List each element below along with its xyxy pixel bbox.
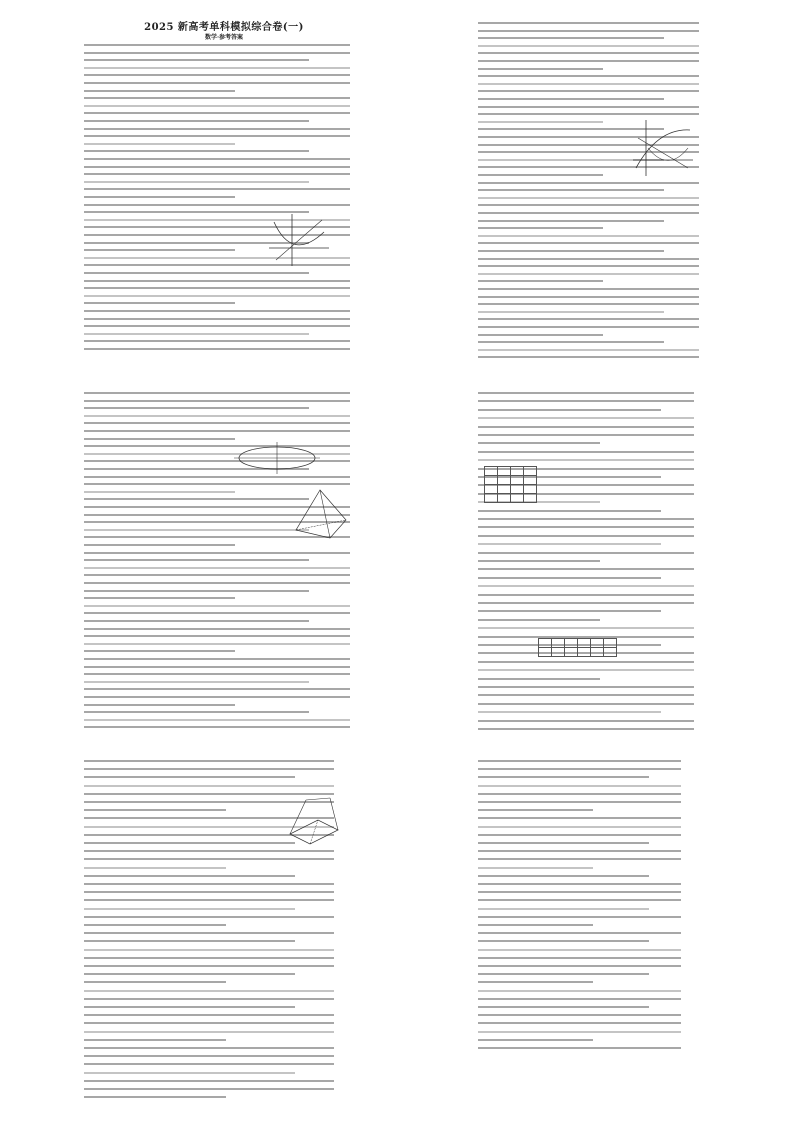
- text-line: [478, 850, 681, 852]
- text-line: [478, 560, 600, 562]
- text-line: [478, 273, 699, 275]
- text-line: [478, 392, 694, 394]
- text-line: [84, 498, 309, 500]
- text-line: [84, 768, 334, 770]
- text-line: [84, 965, 334, 967]
- text-line: [478, 940, 649, 942]
- text-line: [84, 1031, 334, 1033]
- text-line: [84, 875, 295, 877]
- text-line: [478, 669, 694, 671]
- text-line: [84, 302, 235, 304]
- text-line: [84, 407, 309, 409]
- text-line: [84, 650, 235, 652]
- text-line: [84, 188, 350, 190]
- text-line: [84, 924, 226, 926]
- text-line: [478, 451, 694, 453]
- text-line: [84, 785, 334, 787]
- text-line: [478, 30, 699, 32]
- answer-page-3: [84, 386, 364, 742]
- text-line: [84, 574, 350, 576]
- text-line: [478, 543, 661, 545]
- text-line: [478, 535, 694, 537]
- text-line: [84, 643, 350, 645]
- text-line: [478, 417, 694, 419]
- text-line: [478, 227, 603, 229]
- text-line: [84, 415, 350, 417]
- text-line: [84, 318, 350, 320]
- text-line: [478, 908, 649, 910]
- text-line: [84, 430, 350, 432]
- text-line: [84, 438, 235, 440]
- text-line: [84, 1047, 334, 1049]
- text-line: [478, 875, 649, 877]
- text-line: [478, 568, 694, 570]
- text-line: [478, 426, 694, 428]
- text-line: [478, 409, 661, 411]
- text-line: [478, 90, 699, 92]
- text-line: [478, 998, 681, 1000]
- text-line: [478, 990, 681, 992]
- text-line: [478, 686, 694, 688]
- text-line: [478, 356, 699, 358]
- text-line: [84, 981, 226, 983]
- text-line: [84, 673, 350, 675]
- text-line: [84, 916, 334, 918]
- text-line: [84, 74, 350, 76]
- text-line: [84, 166, 350, 168]
- text-line: [84, 1039, 226, 1041]
- text-line: [478, 1031, 681, 1033]
- text-line: [84, 196, 235, 198]
- text-line: [478, 891, 681, 893]
- text-line: [84, 809, 226, 811]
- answer-page-5: [84, 754, 364, 1110]
- text-line: [478, 68, 603, 70]
- text-line: [84, 544, 235, 546]
- text-line: [478, 349, 699, 351]
- text-line: [84, 529, 309, 531]
- text-line: [84, 158, 350, 160]
- text-line: [478, 834, 681, 836]
- text-line: [478, 809, 593, 811]
- text-line: [84, 295, 350, 297]
- text-line: [84, 44, 350, 46]
- text-line: [84, 348, 350, 350]
- text-line: [478, 785, 681, 787]
- text-line: [478, 341, 664, 343]
- text-line: [84, 491, 235, 493]
- text-line: [478, 1006, 649, 1008]
- text-line: [84, 204, 350, 206]
- text-line: [478, 242, 699, 244]
- text-line: [478, 694, 694, 696]
- text-line: [84, 287, 350, 289]
- text-line: [84, 688, 350, 690]
- text-line: [478, 760, 681, 762]
- text-line: [84, 867, 226, 869]
- text-line: [478, 585, 694, 587]
- text-line: [84, 681, 309, 683]
- text-line: [84, 82, 350, 84]
- text-line: [84, 1006, 295, 1008]
- text-line: [84, 1055, 334, 1057]
- text-line: [478, 981, 593, 983]
- text-line: [478, 52, 699, 54]
- text-line: [84, 52, 350, 54]
- text-line: [478, 442, 600, 444]
- text-line: [84, 658, 350, 660]
- text-line: [84, 666, 350, 668]
- text-line: [84, 559, 309, 561]
- text-line: [478, 973, 649, 975]
- text-line: [84, 696, 350, 698]
- text-line: [84, 325, 350, 327]
- text-line: [84, 620, 309, 622]
- text-line: [478, 326, 699, 328]
- text-line: [84, 1014, 334, 1016]
- text-line: [84, 711, 309, 713]
- text-line: [84, 1080, 334, 1082]
- text-line: [84, 249, 235, 251]
- text-line: [478, 518, 694, 520]
- text-line: [84, 552, 350, 554]
- text-line: [478, 883, 681, 885]
- text-line: [84, 776, 295, 778]
- text-line: [478, 318, 699, 320]
- text-line: [84, 850, 334, 852]
- text-line: [478, 678, 600, 680]
- coordinate-figure: [264, 212, 334, 268]
- text-line: [478, 793, 681, 795]
- text-line: [478, 801, 681, 803]
- text-line: [478, 258, 699, 260]
- pyramid-figure: [290, 486, 350, 542]
- text-line: [84, 333, 309, 335]
- contingency-table: [484, 466, 537, 503]
- text-line: [478, 303, 699, 305]
- text-line: [478, 526, 694, 528]
- text-line: [478, 932, 681, 934]
- text-line: [84, 704, 235, 706]
- text-line: [84, 597, 235, 599]
- text-line: [478, 957, 681, 959]
- text-line: [478, 197, 699, 199]
- text-line: [478, 174, 603, 176]
- text-line: [478, 106, 699, 108]
- text-line: [84, 899, 334, 901]
- text-line: [84, 476, 350, 478]
- text-line: [84, 1022, 334, 1024]
- text-line: [84, 173, 350, 175]
- text-line: [478, 728, 694, 730]
- text-line: [84, 1072, 295, 1074]
- function-graph-figure: [628, 118, 698, 178]
- text-line: [84, 908, 295, 910]
- text-line: [478, 98, 664, 100]
- text-line: [84, 842, 295, 844]
- text-line: [478, 121, 603, 123]
- text-line: [84, 483, 350, 485]
- answer-page-6: [478, 754, 710, 1110]
- text-line: [84, 957, 334, 959]
- text-line: [478, 220, 664, 222]
- text-line: [478, 280, 603, 282]
- text-line: [84, 582, 350, 584]
- text-line: [84, 628, 350, 630]
- text-line: [478, 867, 593, 869]
- text-line: [478, 113, 699, 115]
- text-line: [478, 610, 661, 612]
- text-line: [84, 272, 309, 274]
- text-line: [478, 720, 694, 722]
- text-line: [478, 826, 681, 828]
- text-line: [84, 635, 350, 637]
- text-line: [478, 776, 649, 778]
- text-line: [84, 120, 309, 122]
- text-line: [84, 280, 350, 282]
- text-line: [478, 924, 593, 926]
- text-line: [84, 973, 295, 975]
- text-line: [84, 150, 309, 152]
- text-line: [478, 858, 681, 860]
- text-line: [478, 235, 699, 237]
- text-line: [84, 858, 334, 860]
- text-line: [84, 181, 309, 183]
- text-line: [478, 552, 694, 554]
- answer-page-1: [84, 14, 364, 364]
- text-line: [478, 711, 661, 713]
- text-line: [84, 135, 350, 137]
- text-line: [84, 340, 350, 342]
- text-line: [478, 627, 694, 629]
- text-line: [84, 67, 350, 69]
- text-line: [478, 577, 661, 579]
- text-line: [478, 594, 694, 596]
- text-line: [478, 265, 699, 267]
- text-line: [478, 75, 699, 77]
- text-line: [478, 459, 694, 461]
- text-line: [84, 726, 350, 728]
- distribution-table: [538, 638, 617, 657]
- text-line: [478, 311, 664, 313]
- text-line: [84, 760, 334, 762]
- document-subtitle: 数学·参考答案: [204, 34, 244, 41]
- text-line: [478, 899, 681, 901]
- text-line: [478, 22, 699, 24]
- text-line: [84, 97, 350, 99]
- text-line: [84, 128, 350, 130]
- text-line: [478, 37, 664, 39]
- text-line: [84, 1063, 334, 1065]
- text-line: [478, 250, 664, 252]
- text-line: [478, 817, 681, 819]
- text-line: [478, 1014, 681, 1016]
- text-line: [478, 45, 699, 47]
- text-line: [478, 1022, 681, 1024]
- text-line: [478, 703, 694, 705]
- text-line: [478, 212, 699, 214]
- text-line: [478, 965, 681, 967]
- text-line: [478, 434, 694, 436]
- text-line: [478, 60, 699, 62]
- text-line: [478, 334, 603, 336]
- text-line: [84, 392, 350, 394]
- text-line: [478, 204, 699, 206]
- text-line: [84, 590, 309, 592]
- text-line: [84, 90, 235, 92]
- text-line: [478, 83, 699, 85]
- text-line: [478, 916, 681, 918]
- text-line: [84, 605, 350, 607]
- text-line: [478, 400, 694, 402]
- text-line: [478, 510, 661, 512]
- text-line: [478, 288, 699, 290]
- text-line: [84, 1088, 334, 1090]
- text-line: [84, 612, 350, 614]
- text-line: [84, 105, 350, 107]
- text-line: [84, 990, 334, 992]
- ellipse-figure: [234, 442, 320, 474]
- text-line: [478, 619, 600, 621]
- text-line: [478, 296, 699, 298]
- text-line: [478, 1039, 593, 1041]
- text-line: [84, 719, 350, 721]
- text-line: [84, 932, 334, 934]
- text-line: [84, 891, 334, 893]
- text-line: [84, 143, 235, 145]
- text-line: [478, 949, 681, 951]
- text-line: [84, 998, 334, 1000]
- text-line: [84, 422, 350, 424]
- text-line: [478, 602, 694, 604]
- text-line: [84, 400, 350, 402]
- text-line: [84, 567, 350, 569]
- answer-page-4: [478, 386, 710, 742]
- document-title: 2025 新高考单科模拟综合卷(一): [144, 22, 304, 33]
- text-line: [84, 883, 334, 885]
- text-line: [478, 189, 664, 191]
- text-line: [478, 1047, 681, 1049]
- text-line: [84, 1096, 226, 1098]
- answer-page-2: [478, 14, 710, 370]
- text-line: [84, 940, 295, 942]
- text-line: [478, 768, 681, 770]
- text-line: [478, 182, 699, 184]
- text-line: [84, 949, 334, 951]
- text-line: [84, 310, 350, 312]
- prism-figure: [280, 794, 346, 848]
- text-line: [84, 112, 350, 114]
- text-line: [478, 661, 694, 663]
- text-line: [84, 59, 309, 61]
- text-line: [478, 842, 649, 844]
